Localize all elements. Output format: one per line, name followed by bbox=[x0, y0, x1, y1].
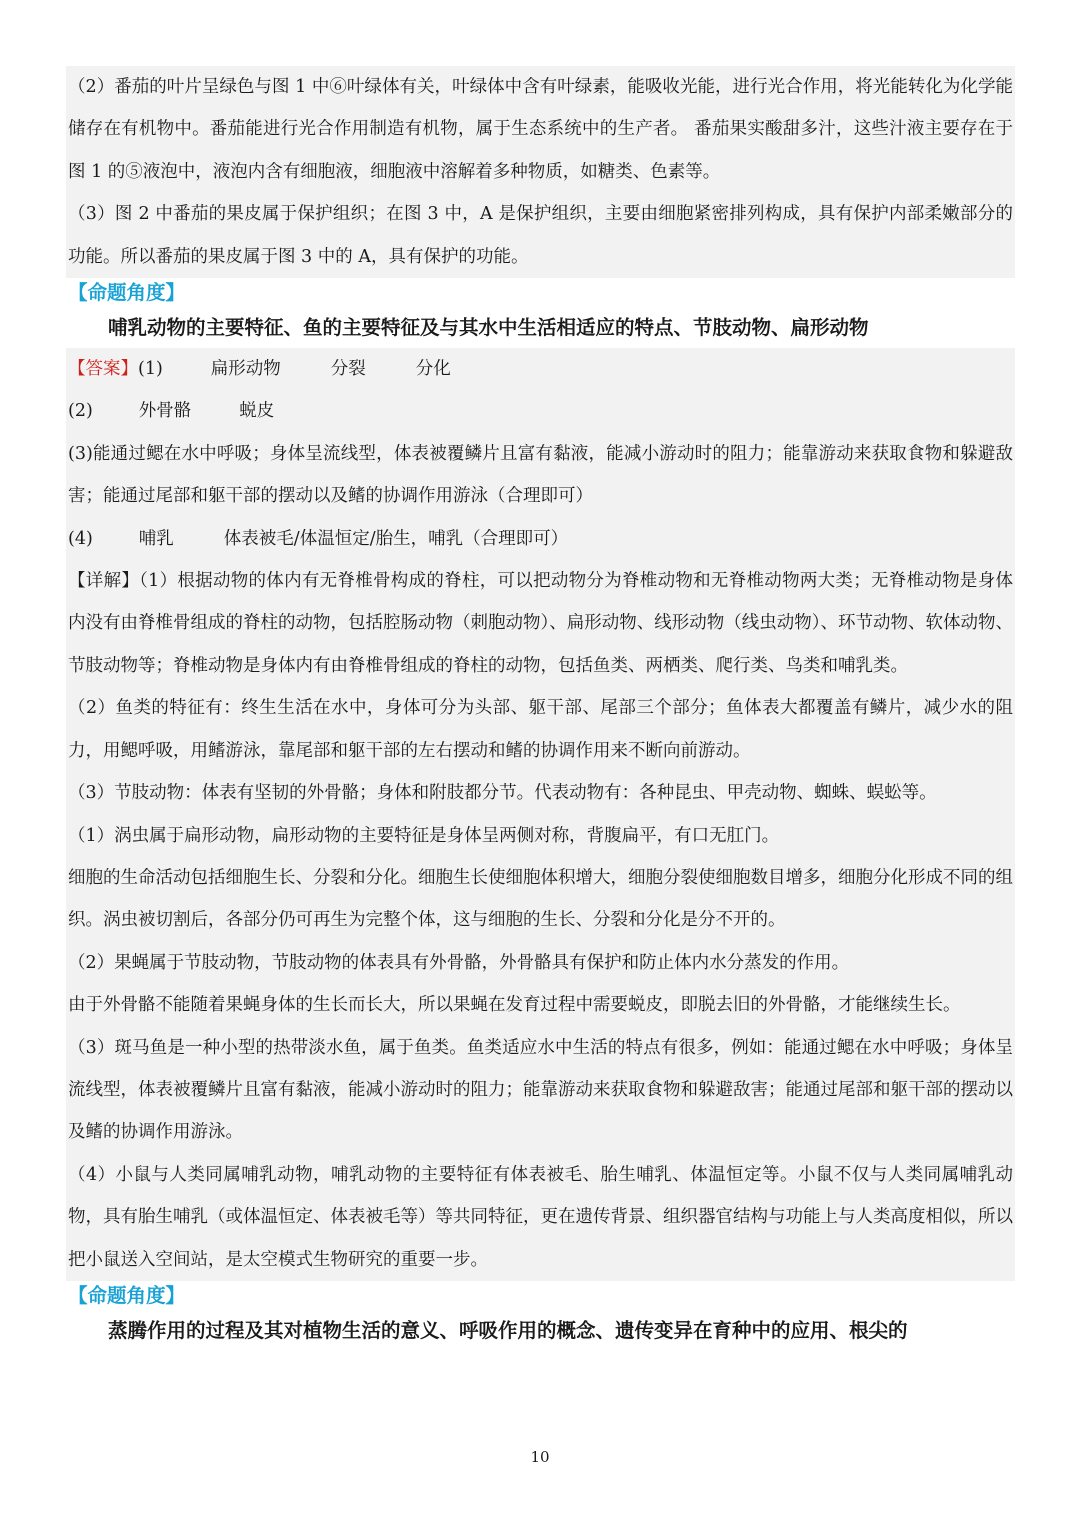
answer-item: 分裂 bbox=[330, 359, 366, 380]
answer-item: 蜕皮 bbox=[239, 401, 275, 422]
section-heading: 【命题角度】 bbox=[68, 281, 186, 305]
paragraph: 细胞的生命活动包括细胞生长、分裂和分化。细胞生长使细胞体积增大，细胞分裂使细胞数目增多，细胞分化形成不同的组织。涡虫被切割后，各部分仍可再生为完整个体，这与细胞的生长、分裂和分化是分不开的。 bbox=[68, 867, 1013, 931]
detail-label: 【详解】 bbox=[68, 571, 140, 592]
paragraph: 由于外骨骼不能随着果蝇身体的生长而长大，所以果蝇在发育过程中需要蜕皮，即脱去旧的外骨骼，才能继续生长。 bbox=[68, 995, 961, 1016]
paragraph: （3）图 2 中番茄的果皮属于保护组织；在图 3 中，A 是保护组织，主要由细胞紧密排列构成，具有保护内部柔嫩部分的功能。所以番茄的果皮属于图 3 中的 A，具有保护的功能。 bbox=[68, 204, 1013, 267]
answer-item: 外骨骼 bbox=[138, 401, 192, 422]
paragraph: （2）番茄的叶片呈绿色与图 1 中⑥叶绿体有关，叶绿体中含有叶绿素，能吸收光能，进行光合作用，将光能转化为化学能储存在有机物中。番茄能进行光合作用制造有机物，属于生态系统中的生产者。 番茄果实酸甜多汁，这些汁液主要存在于图 1 的⑤液泡中，液泡内含有细胞液，细胞液中溶解着多种物质，如糖类、色素等。 bbox=[68, 77, 1013, 182]
answer-label: 【答案】 bbox=[68, 359, 138, 380]
answer-item: 扁形动物 bbox=[210, 359, 281, 380]
paragraph: （3）斑马鱼是一种小型的热带淡水鱼，属于鱼类。鱼类适应水中生活的特点有很多，例如：能通过鳃在水中呼吸；身体呈流线型，体表被覆鳞片且富有黏液，能减小游动时的阻力；能靠游动来获取食物和躲避敌害；能通过尾部和躯干部的摆动以及鳍的协调作用游泳。 bbox=[68, 1037, 1013, 1143]
previous-detail-block bbox=[66, 66, 1015, 278]
section-heading: 【命题角度】 bbox=[68, 1283, 186, 1307]
topic-title: 哺乳动物的主要特征、鱼的主要特征及与其水中生活相适应的特点、节肢动物、扁形动物 bbox=[108, 316, 869, 340]
paragraph: （3）节肢动物：体表有坚韧的外骨骼；身体和附肢都分节。代表动物有：各种昆虫、甲壳动物、蜘蛛、蜈蚣等。 bbox=[68, 783, 937, 804]
topic-title: 蒸腾作用的过程及其对植物生活的意义、呼吸作用的概念、遗传变异在育种中的应用、根尖的 bbox=[108, 1318, 908, 1342]
answer-number: (1) bbox=[138, 359, 163, 380]
paragraph: （2）鱼类的特征有：终生生活在水中，身体可分为头部、躯干部、尾部三个部分；鱼体表大都覆盖有鳞片，减少水的阻力，用鳃呼吸，用鳍游泳，靠尾部和躯干部的左右摆动和鳍的协调作用来不断向前游动。 bbox=[68, 698, 1013, 761]
paragraph: （2）果蝇属于节肢动物，节肢动物的体表具有外骨骼，外骨骼具有保护和防止体内水分蒸发的作用。 bbox=[68, 952, 850, 973]
answer-item: 分化 bbox=[415, 359, 451, 380]
page-number: 10 bbox=[530, 1448, 550, 1466]
answer-line-3: (3)能通过鳃在水中呼吸；身体呈流线型，体表被覆鳞片且富有黏液，能减小游动时的阻力；能靠游动来获取食物和躲避敌害；能通过尾部和躯干部的摆动以及鳍的协调作用游泳（合理即可） bbox=[68, 443, 1013, 507]
document-page bbox=[66, 66, 1015, 1351]
answer-number: (4) bbox=[68, 528, 93, 549]
answer-line-4 bbox=[66, 518, 1015, 560]
detail-first-paragraph: 【详解】（1）根据动物的体内有无脊椎骨构成的脊柱，可以把动物分为脊椎动物和无脊椎动物两大类；无脊椎动物是身体内没有由脊椎骨组成的脊柱的动物，包括腔肠动物（刺胞动物）、扁形动物、线形动物（线虫动物）、环节动物、软体动物、节肢动物等；脊椎动物是身体内有由脊椎骨组成的脊柱的动物，包括鱼类、两栖类、爬行类、鸟类和哺乳类。 bbox=[68, 571, 1013, 676]
answer-detail-block bbox=[66, 348, 1015, 1281]
answer-item: 体表被毛/体温恒定/胎生，哺乳（合理即可） bbox=[223, 528, 569, 549]
paragraph: （4）小鼠与人类同属哺乳动物，哺乳动物的主要特征有体表被毛、胎生哺乳、体温恒定等。小鼠不仅与人类同属哺乳动物，具有胎生哺乳（或体温恒定、体表被毛等）等共同特征，更在遗传背景、组织器官结构与功能上与人类高度相似，所以把小鼠送入空间站，是太空模式生物研究的重要一步。 bbox=[68, 1164, 1013, 1270]
paragraph: （1）涡虫属于扁形动物，扁形动物的主要特征是身体呈两侧对称，背腹扁平，有口无肛门。 bbox=[68, 825, 780, 846]
answer-line-1 bbox=[66, 348, 1015, 390]
answer-line-2 bbox=[66, 390, 1015, 432]
answer-number: (2) bbox=[68, 401, 93, 422]
answer-item: 哺乳 bbox=[138, 528, 174, 549]
